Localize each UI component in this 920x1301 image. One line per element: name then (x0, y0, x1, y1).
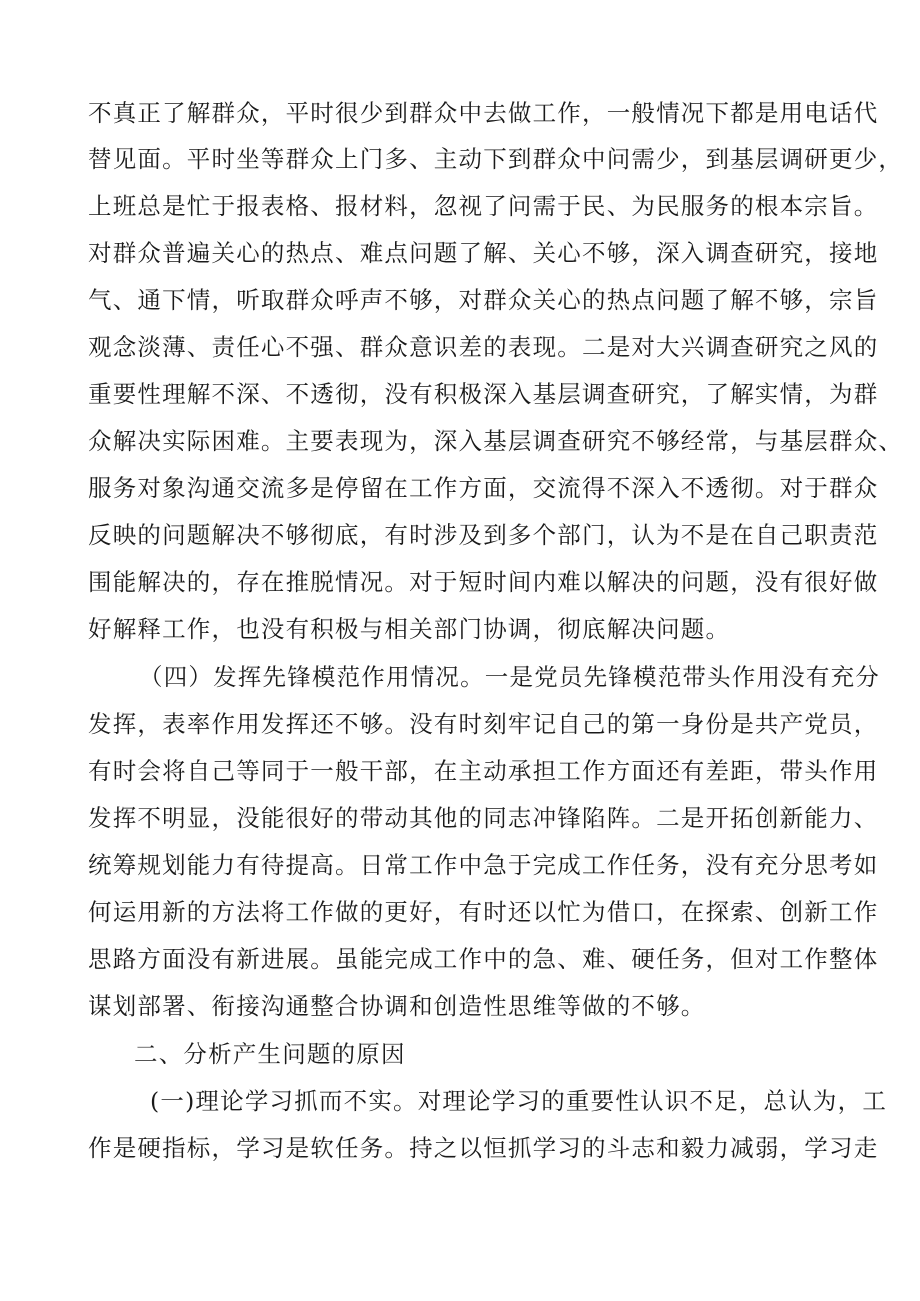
text-line: 围能解决的，存在推脱情况。对于短时间内难以解决的问题，没有很好做 (88, 568, 879, 596)
text-line: 谋划部署、衔接沟通整合协调和创造性思维等做的不够。 (88, 992, 706, 1020)
text-line: 对群众普遍关心的热点、难点问题了解、关心不够，深入调查研究，接地 (88, 239, 879, 267)
text-line: 好解释工作，也没有积极与相关部门协调，彻底解决问题。 (88, 615, 731, 643)
text-line: 众解决实际困难。主要表现为，深入基层调查研究不够经常，与基层群众、 (88, 427, 904, 455)
text-line: 统筹规划能力有待提高。日常工作中急于完成工作任务，没有充分思考如 (88, 851, 879, 879)
text-line: 发挥不明显，没能很好的带动其他的同志冲锋陷阵。二是开拓创新能力、 (88, 804, 879, 832)
text-line: 反映的问题解决不够彻底，有时涉及到多个部门，认为不是在自己职责范 (88, 521, 879, 549)
text-line: 发挥，表率作用发挥还不够。没有时刻牢记自己的第一身份是共产党员， (88, 710, 879, 738)
text-line: 上班总是忙于报表格、报材料，忽视了问需于民、为民服务的根本宗旨。 (88, 192, 879, 220)
text-line: 重要性理解不深、不透彻，没有积极深入基层调查研究，了解实情，为群 (88, 380, 879, 408)
text-line: 观念淡薄、责任心不强、群众意识差的表现。二是对大兴调查研究之风的 (88, 333, 879, 361)
paragraph-heading-4: （四）发挥先锋模范作用情况。一是党员先锋模范带头作用没有充分 (139, 663, 880, 691)
text-line: 思路方面没有新进展。虽能完成工作中的急、难、硬任务，但对工作整体 (88, 945, 879, 973)
text-line: 服务对象沟通交流多是停留在工作方面，交流得不深入不透彻。对于群众 (88, 474, 879, 502)
section-heading: 二、分析产生问题的原因 (134, 1040, 406, 1068)
text-line: 何运用新的方法将工作做的更好，有时还以忙为借口，在探索、创新工作 (88, 898, 879, 926)
paragraph-heading-1: (一)理论学习抓而不实。对理论学习的重要性认识不足，总认为，工 (150, 1087, 888, 1115)
text-line: 不真正了解群众，平时很少到群众中去做工作，一般情况下都是用电话代 (88, 99, 879, 127)
text-line: 替见面。平时坐等群众上门多、主动下到群众中问需少，到基层调研更少， (88, 145, 904, 173)
text-line: 气、通下情，听取群众呼声不够，对群众关心的热点问题了解不够，宗旨 (88, 286, 879, 314)
text-line: 有时会将自己等同于一般干部，在主动承担工作方面还有差距，带头作用 (88, 757, 879, 785)
text-line: 作是硬指标，学习是软任务。持之以恒抓学习的斗志和毅力减弱，学习走 (88, 1134, 879, 1162)
